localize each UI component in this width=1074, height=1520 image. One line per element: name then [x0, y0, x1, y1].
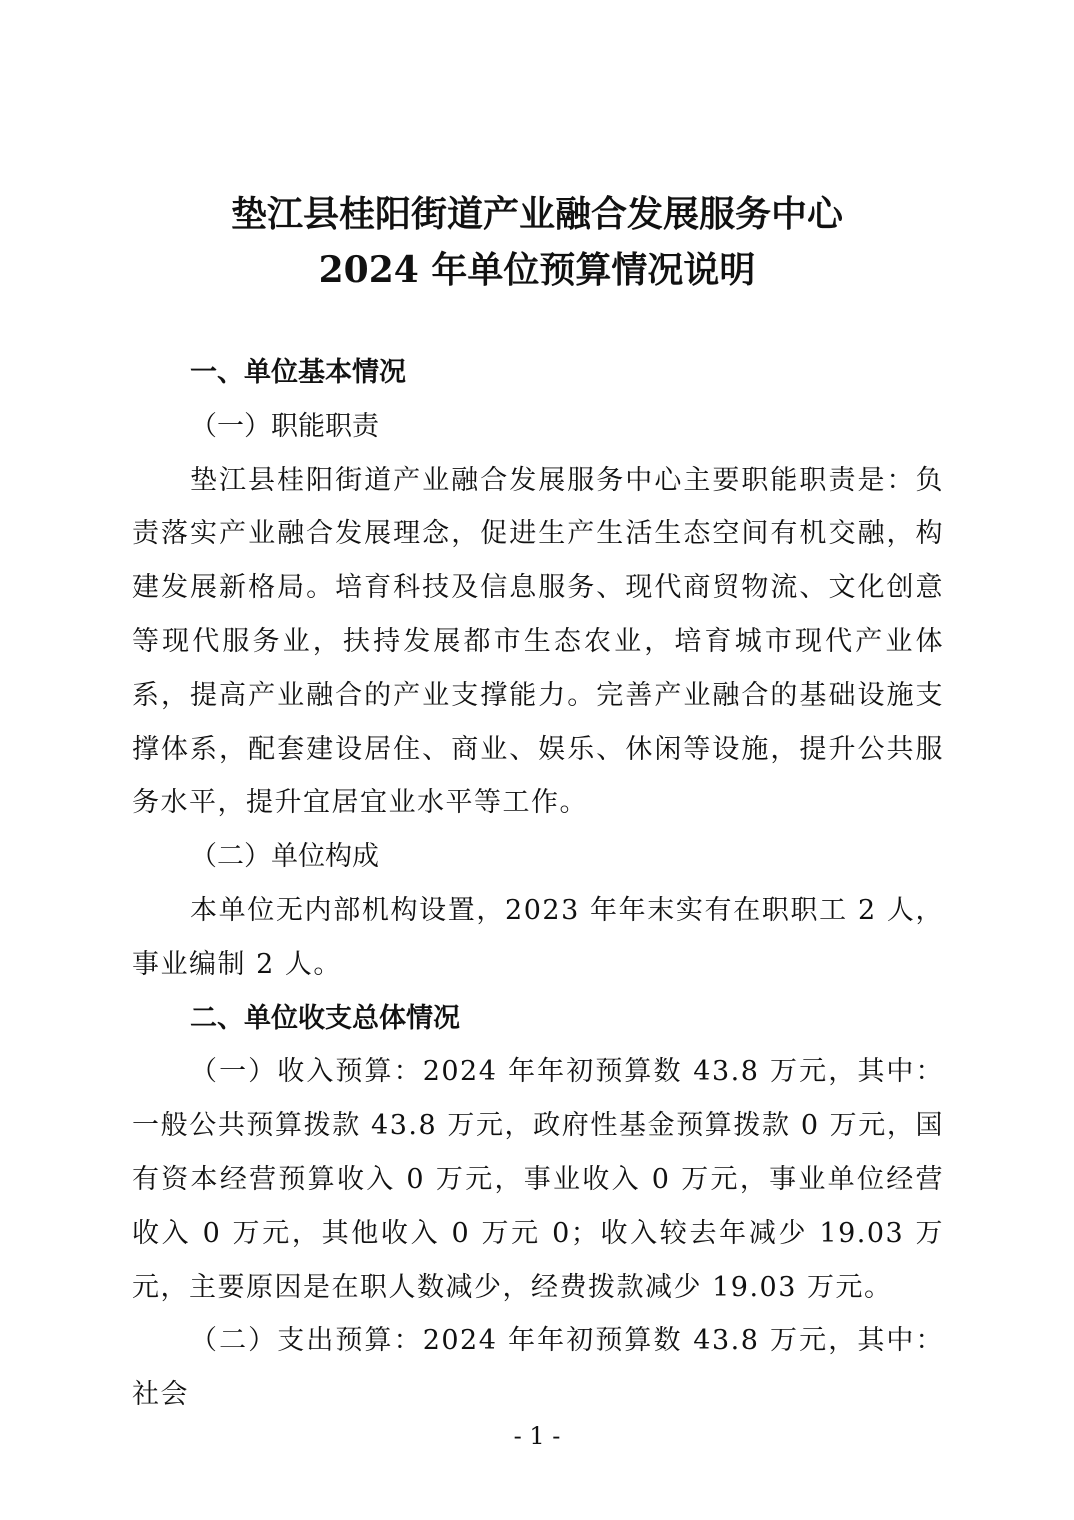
- document-title-line-2: 2024 年单位预算情况说明: [318, 249, 756, 291]
- page-number: - 1 -: [513, 1422, 561, 1450]
- paragraph-composition: 本单位无内部机构设置，2023 年年末实有在职职工 2 人，事业编制 2 人。: [132, 894, 944, 980]
- document-body: [132, 346, 944, 1422]
- paragraph-income-budget: （一）收入预算：2024 年年初预算数 43.8 万元，其中：一般公共预算拨款 43.8 万元，政府性基金预算拨款 0 万元，国有资本经营预算收入 0 万元，事业收入 0 万元，事业单位经营收入 0 万元，其他收入 0 万元 0；收入较去年减少 19.03 万元，主要原因是在职人数减少，经费拨款减少 19.03 万元。: [132, 1056, 944, 1303]
- subsection-heading-composition: （二）单位构成: [190, 841, 379, 873]
- subsection-heading-duties: （一）职能职责: [190, 410, 379, 442]
- document-title-line-1: 垫江县桂阳街道产业融合发展服务中心: [230, 193, 843, 235]
- section-heading-unit-basics: 一、单位基本情况: [190, 357, 406, 388]
- paragraph-expenditure-budget: （二）支出预算：2024 年年初预算数 43.8 万元，其中：社会: [132, 1325, 944, 1411]
- section-heading-income-expenditure: 二、单位收支总体情况: [190, 1002, 460, 1034]
- paragraph-duties: 垫江县桂阳街道产业融合发展服务中心主要职能职责是：负责落实产业融合发展理念，促进生产生活生态空间有机交融，构建发展新格局。培育科技及信息服务、现代商贸物流、文化创意等现代服务业，扶持发展都市生态农业，培育城市现代产业体系，提高产业融合的产业支撑能力。完善产业融合的基础设施支撑体系，配套建设居住、商业、娱乐、休闲等设施，提升公共服务水平，提升宜居宜业水平等工作。: [132, 464, 944, 819]
